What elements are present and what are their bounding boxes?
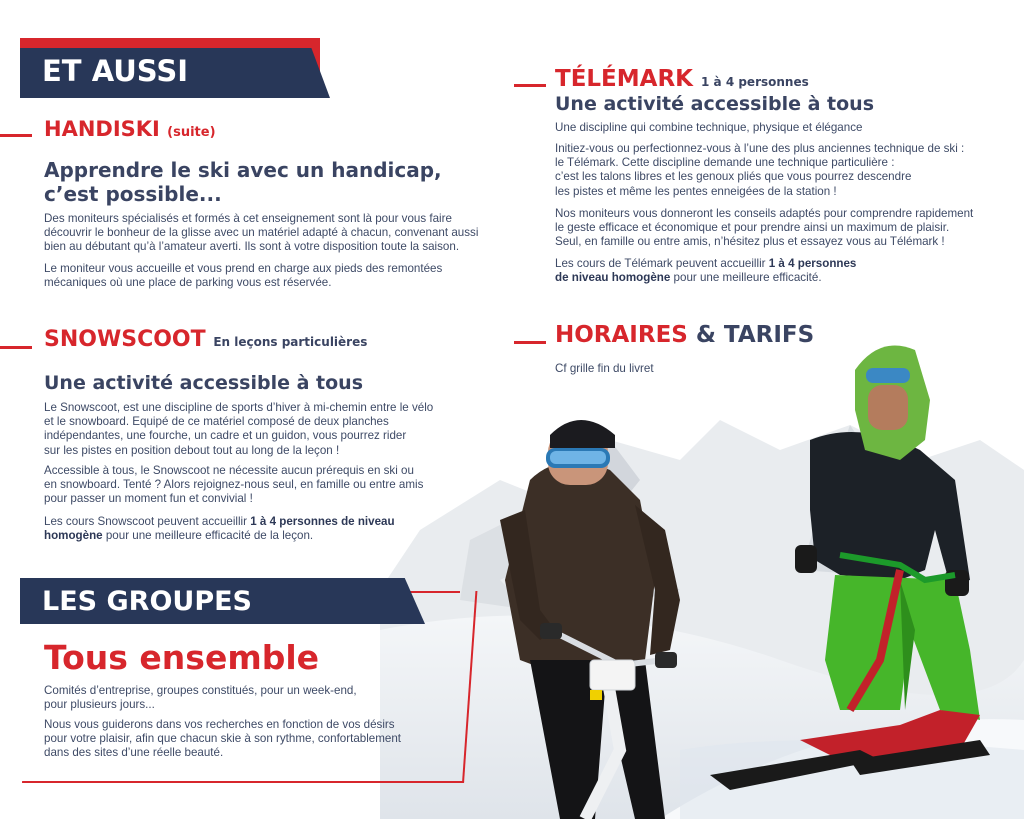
text-line: indépendantes, une fourche, un cadre et un guidon, vous pourrez rider xyxy=(44,429,407,443)
text-line: et le snowboard. Equipé de ce matériel composé de deux planches xyxy=(44,415,389,429)
groupes-paragraph-2 xyxy=(44,718,401,761)
telemark-intro: Une discipline qui combine technique, physique et élégance xyxy=(555,121,863,134)
text-span: Les cours Snowscoot peuvent accueillir xyxy=(44,515,251,528)
text-line: les pistes et même les pentes enneigées de la station ! xyxy=(555,184,837,198)
text-line: Nos moniteurs vous donneront les conseils adaptés pour comprendre rapidement xyxy=(555,207,974,220)
groupes-paragraph-1 xyxy=(44,684,357,712)
handiski-headline xyxy=(44,158,442,206)
snowscoot-riders-photo xyxy=(380,330,1024,819)
text-line: Nous vous guiderons dans vos recherches en fonction de vos désirs xyxy=(44,718,395,731)
telemark-headline: Une activité accessible à tous xyxy=(555,93,875,115)
horaires-rule xyxy=(514,341,546,344)
snowscoot-paragraph-1 xyxy=(44,401,433,458)
handiski-paragraph-1 xyxy=(44,212,478,255)
et-aussi-title: ET AUSSI xyxy=(42,54,189,88)
horaires-text: Cf grille fin du livret xyxy=(555,362,654,375)
text-span: pour une meilleure efficacité de la leçon. xyxy=(102,529,314,543)
text-line: Comités d’entreprise, groupes constitués, pour un week-end, xyxy=(44,684,357,697)
snowscoot-heading: SNOWSCOOT En leçons particulières xyxy=(44,327,368,352)
telemark-paragraph-1 xyxy=(555,142,964,199)
text-line: le geste efficace et économique et pour prendre ainsi un maximum de plaisir. xyxy=(555,221,950,235)
bold-span: 1 à 4 personnes xyxy=(768,257,857,270)
snowscoot-paragraph-2 xyxy=(44,464,423,507)
text-line: le Télémark. Cette discipline demande une technique particulière : xyxy=(555,156,895,170)
text-line: mécaniques où une place de parking vous est réservée. xyxy=(44,276,332,290)
text-line: Le Snowscoot, est une discipline de sports d’hiver à mi-chemin entre le vélo xyxy=(44,401,434,414)
snowscoot-paragraph-3 xyxy=(44,515,395,543)
text-line: c’est les talons libres et les genoux pliés que vous pourrez descendre xyxy=(555,170,912,184)
text-line: en snowboard. Tenté ? Alors rejoignez-nous seul, en famille ou entre amis xyxy=(44,478,424,492)
bold-span: homogène xyxy=(44,529,103,543)
groupes-headline: Tous ensemble xyxy=(44,638,320,677)
text-line: Initiez-vous ou perfectionnez-vous à l’une des plus anciennes technique de ski : xyxy=(555,142,965,155)
handiski-headline-line2: c’est possible... xyxy=(44,182,222,206)
text-span: Les cours de Télémark peuvent accueillir xyxy=(555,257,769,270)
groupes-banner xyxy=(20,578,430,626)
groupes-title: LES GROUPES xyxy=(42,586,253,617)
handiski-heading: HANDISKI (suite) xyxy=(44,117,216,141)
snowscoot-rule xyxy=(0,346,32,349)
text-line: pour votre plaisir, afin que chacun skie à son rythme, confortablement xyxy=(44,732,402,746)
bold-span: de niveau homogène xyxy=(555,271,671,285)
et-aussi-banner xyxy=(20,38,340,98)
handiski-rule xyxy=(0,134,32,137)
telemark-paragraph-3 xyxy=(555,257,856,285)
telemark-rule xyxy=(514,84,546,87)
horaires-heading: HORAIRES & TARIFS xyxy=(555,322,815,348)
text-line: bien au débutant qu’à l’amateur averti. Ils sont à votre disposition toute la saison. xyxy=(44,240,460,254)
text-line: pour plusieurs jours... xyxy=(44,698,155,712)
handiski-headline-line1: Apprendre le ski avec un handicap, xyxy=(44,158,442,182)
text-line: Seul, en famille ou entre amis, n’hésitez plus et essayez vous au Télémark ! xyxy=(555,235,945,249)
handiski-paragraph-2 xyxy=(44,262,442,290)
text-line: Des moniteurs spécialisés et formés à cet enseignement sont là pour vous faire xyxy=(44,212,452,225)
text-line: Accessible à tous, le Snowscoot ne nécessite aucun prérequis en ski ou xyxy=(44,464,414,477)
telemark-heading: TÉLÉMARK 1 à 4 personnes xyxy=(555,66,809,92)
snowscoot-headline: Une activité accessible à tous xyxy=(44,372,364,394)
text-line: sur les pistes en position debout tout au long de la leçon ! xyxy=(44,443,340,457)
text-line: découvrir le bonheur de la glisse avec un matériel adapté à chacun, convenant aussi xyxy=(44,226,479,240)
text-span: pour une meilleure efficacité. xyxy=(670,271,822,285)
text-line: Le moniteur vous accueille et vous prend en charge aux pieds des remontées xyxy=(44,262,443,275)
telemark-paragraph-2 xyxy=(555,207,973,250)
text-line: dans des sites d’une réelle beauté. xyxy=(44,746,224,760)
text-line: pour passer un moment fun et convivial ! xyxy=(44,492,253,506)
bold-span: 1 à 4 personnes de niveau xyxy=(250,515,395,528)
